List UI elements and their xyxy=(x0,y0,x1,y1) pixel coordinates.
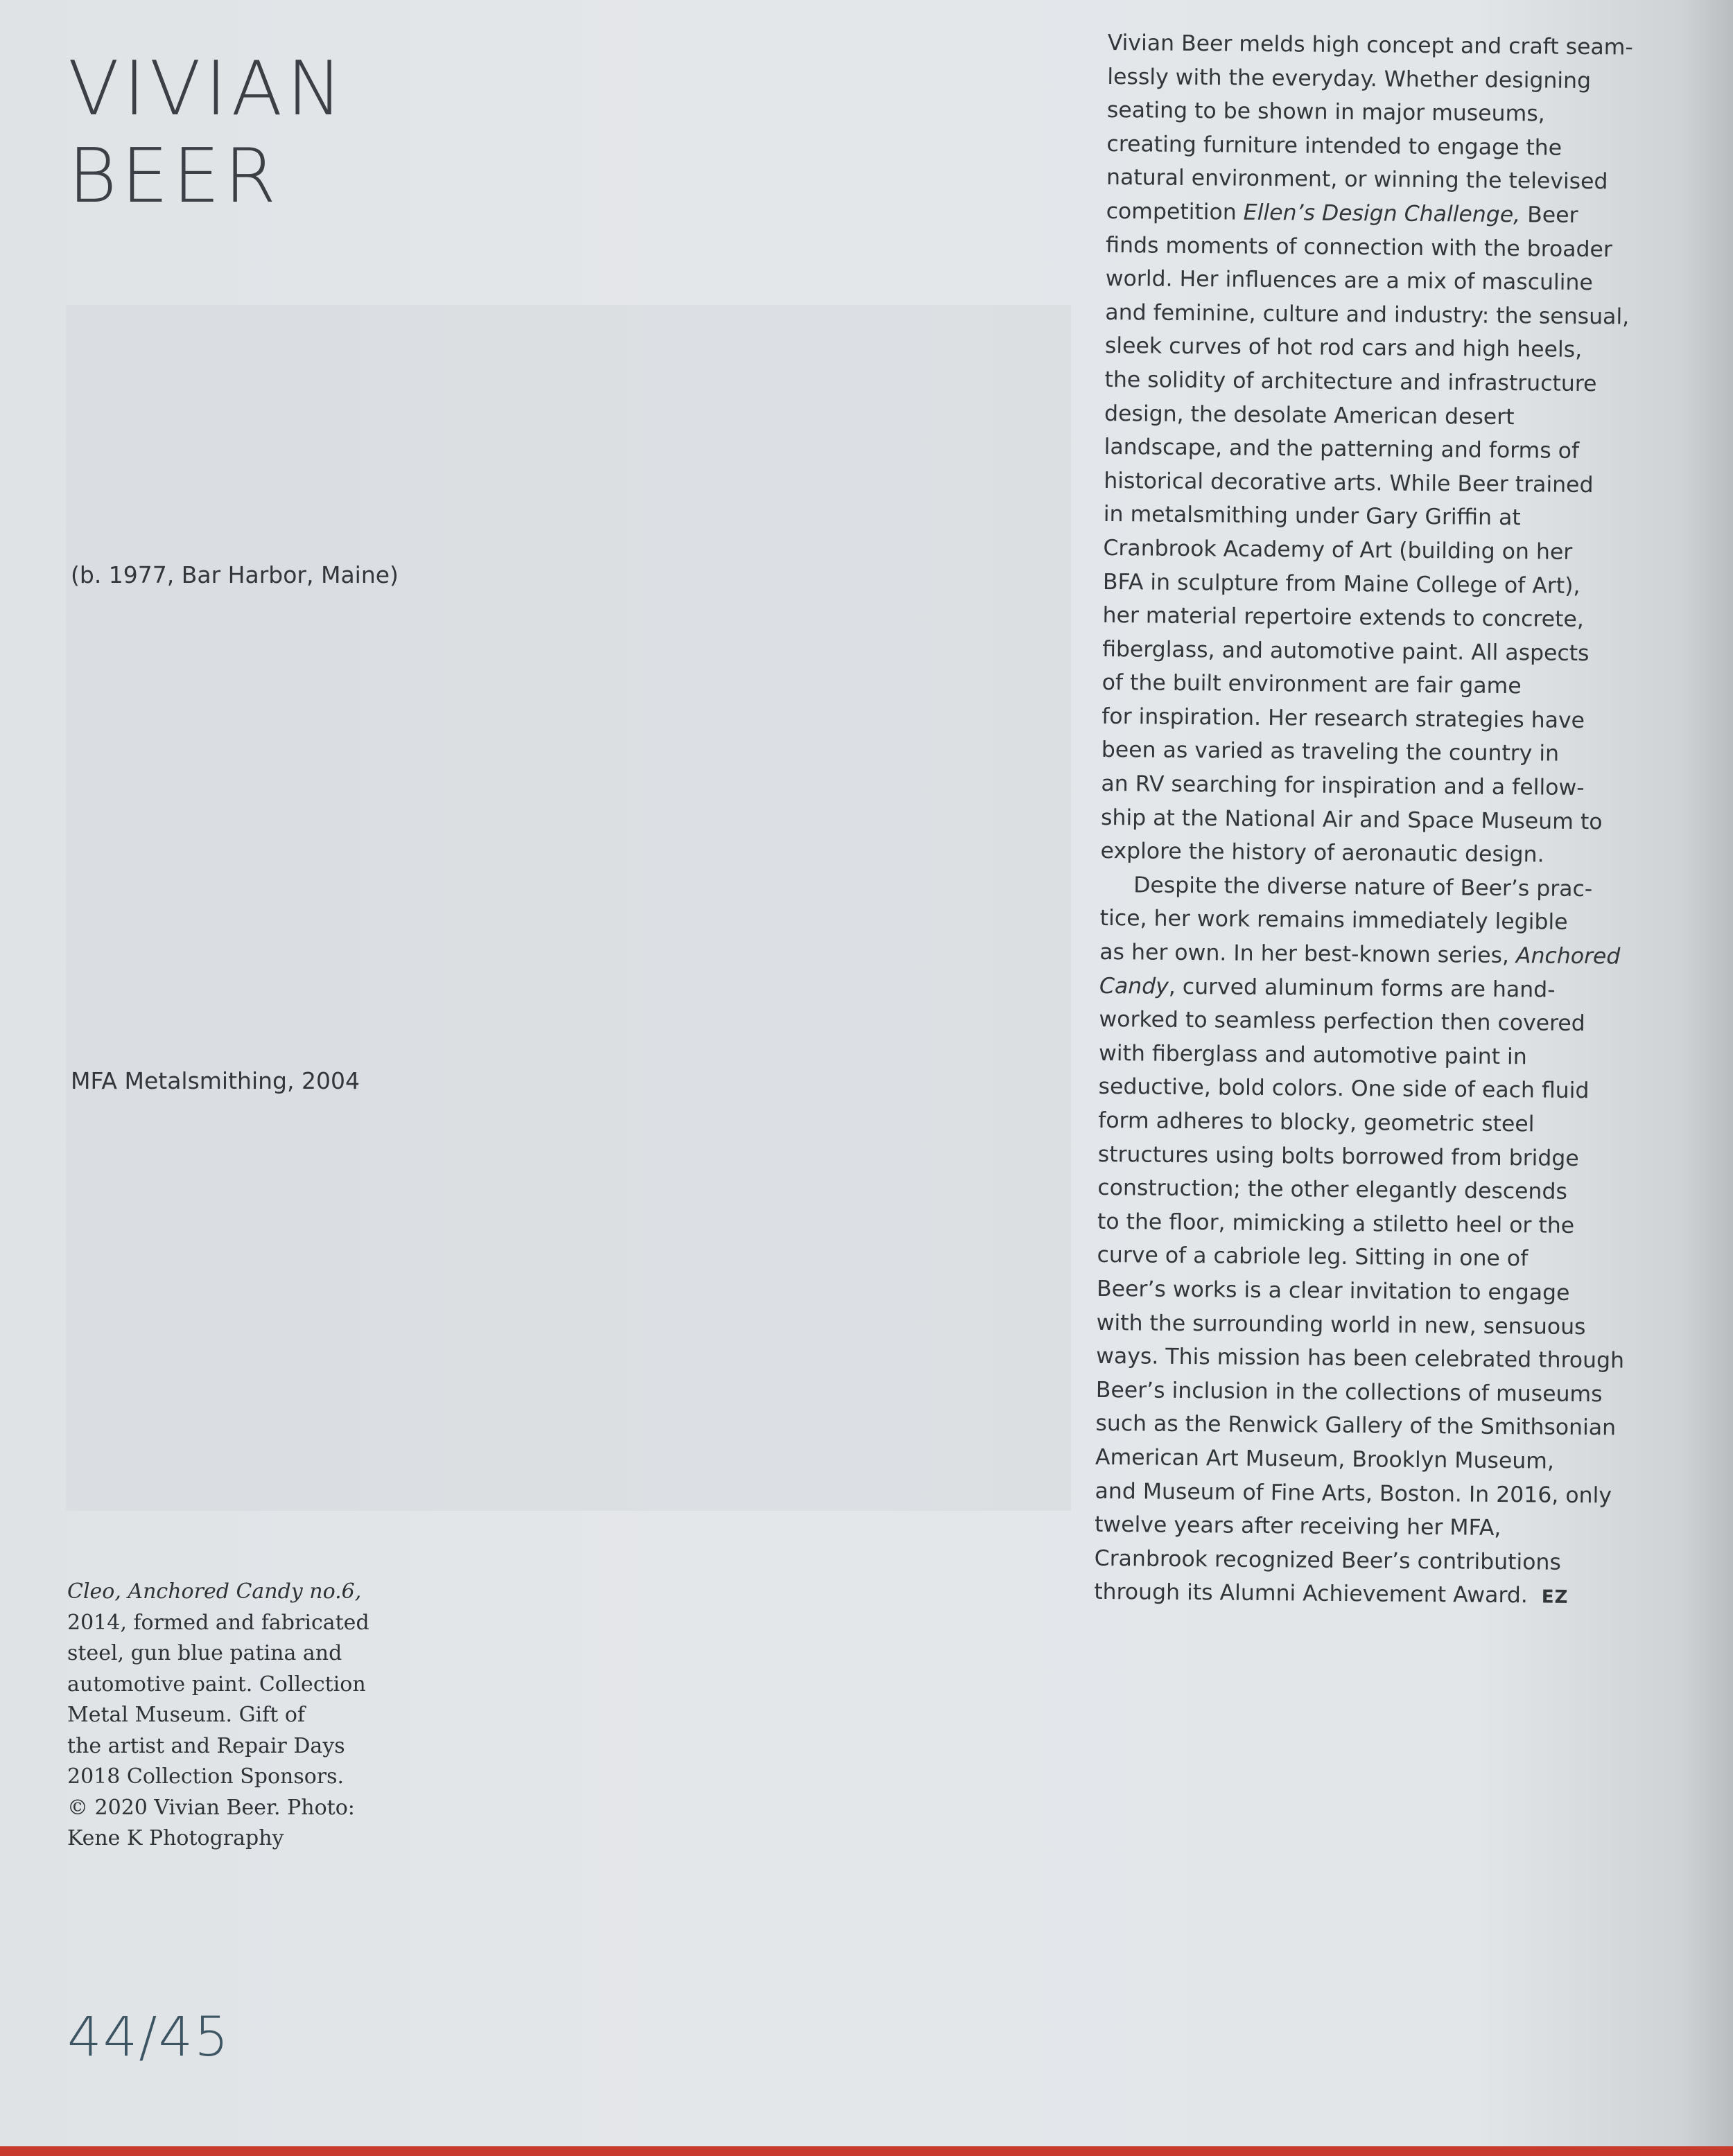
essay-line: structures using bolts borrowed from bridge xyxy=(1097,1141,1579,1171)
essay-line: Beer’s inclusion in the collections of museums xyxy=(1095,1377,1603,1408)
essay-paragraph-1 xyxy=(1100,26,1635,873)
essay-line: Vivian Beer melds high concept and craft seam- xyxy=(1107,30,1633,60)
essay-line: in metalsmithing under Gary Griffin at xyxy=(1103,502,1521,531)
essay-line: tice, her work remains immediately legible xyxy=(1099,906,1568,936)
essay-line: design, the desolate American desert xyxy=(1104,401,1515,430)
essay-line: finds moments of connection with the broader xyxy=(1106,232,1613,262)
essay-line: curve of a cabriole leg. Sitting in one of xyxy=(1097,1243,1529,1272)
artist-name-first: VIVIAN xyxy=(68,46,347,132)
caption-title: Cleo, Anchored Candy no.6, xyxy=(67,1579,362,1604)
page-numbers: 44/45 xyxy=(67,2006,230,2069)
essay-paragraph-2 xyxy=(1094,868,1627,1615)
essay-line: such as the Renwick Gallery of the Smithsonian xyxy=(1095,1411,1617,1441)
essay-line: ways. This mission has been celebrated through xyxy=(1096,1344,1625,1374)
essay-line: competition Ellen’s Design Challenge, Beer xyxy=(1106,198,1578,228)
essay-line: Despite the diverse nature of Beer’s prac- xyxy=(1133,873,1593,902)
essay-line: Cranbrook Academy of Art (building on her xyxy=(1103,535,1573,565)
essay-line: worked to seamless perfection then covered xyxy=(1099,1007,1585,1037)
essay-line: landscape, and the patterning and forms of xyxy=(1104,435,1580,464)
essay-line: American Art Museum, Brooklyn Museum, xyxy=(1095,1444,1555,1474)
essay-line: been as varied as traveling the country in xyxy=(1101,737,1560,767)
essay-line: twelve years after receiving her MFA, xyxy=(1094,1512,1501,1541)
essay-line: seating to be shown in major museums, xyxy=(1106,98,1545,127)
essay-line: as her own. In her best-known series, Anchored xyxy=(1099,939,1621,970)
essay-line: for inspiration. Her research strategies have xyxy=(1101,703,1585,733)
essay-line: through its Alumni Achievement Award. EZ xyxy=(1094,1579,1569,1609)
essay-line: Cranbrook recognized Beer’s contributions xyxy=(1094,1545,1562,1575)
essay-line: to the floor, mimicking a stiletto heel or the xyxy=(1097,1209,1575,1238)
essay-line: and Museum of Fine Arts, Boston. In 2016, only xyxy=(1095,1478,1612,1508)
photo-show-through xyxy=(66,305,1071,1511)
caption-line: © 2020 Vivian Beer. Photo: xyxy=(67,1795,355,1820)
essay-line: Candy, curved aluminum forms are hand- xyxy=(1099,973,1556,1003)
essay-line: ship at the National Air and Space Museum to xyxy=(1100,805,1603,834)
essay-line: fiberglass, and automotive paint. All aspects xyxy=(1102,636,1590,666)
artist-birth: (b. 1977, Bar Harbor, Maine) xyxy=(71,561,399,588)
essay-body xyxy=(1094,26,1635,1615)
caption-line: 2014, formed and fabricated xyxy=(67,1610,369,1635)
caption-line: the artist and Repair Days xyxy=(67,1733,345,1758)
essay-line: construction; the other elegantly descends xyxy=(1097,1175,1568,1205)
page-edge-accent xyxy=(0,2146,1733,2156)
essay-line: her material repertoire extends to concrete, xyxy=(1102,603,1584,633)
essay-line: natural environment, or winning the televised xyxy=(1106,165,1608,195)
essay-line: an RV searching for inspiration and a fellow- xyxy=(1101,771,1585,801)
essay-line: form adheres to blocky, geometric steel xyxy=(1098,1107,1535,1137)
essay-line: the solidity of architecture and infrastructure xyxy=(1104,367,1597,397)
caption-line: Metal Museum. Gift of xyxy=(67,1703,305,1727)
essay-line: Beer’s works is a clear invitation to engage xyxy=(1096,1276,1570,1306)
essay-line: of the built environment are fair game xyxy=(1101,670,1522,699)
caption-line: steel, gun blue patina and xyxy=(67,1641,342,1665)
essay-line: with the surrounding world in new, sensuous xyxy=(1096,1310,1586,1340)
essay-line: historical decorative arts. While Beer trained xyxy=(1104,468,1594,498)
caption-line: Kene K Photography xyxy=(67,1826,284,1850)
essay-line: world. Her influences are a mix of masculine xyxy=(1105,266,1593,296)
essay-line: sleek curves of hot rod cars and high heels, xyxy=(1104,333,1583,363)
essay-line: creating furniture intended to engage the xyxy=(1106,131,1562,161)
caption-line: automotive paint. Collection xyxy=(67,1672,366,1697)
artist-degree: MFA Metalsmithing, 2004 xyxy=(71,1067,360,1094)
essay-line: with fiberglass and automotive paint in xyxy=(1098,1040,1527,1070)
caption-line: 2018 Collection Sponsors. xyxy=(67,1764,345,1789)
essay-line: and feminine, culture and industry: the sensual, xyxy=(1105,299,1630,330)
image-caption xyxy=(67,1577,393,1855)
essay-line: lessly with the everyday. Whether designing xyxy=(1107,64,1592,94)
essay-line: explore the history of aeronautic design. xyxy=(1100,839,1544,868)
artist-name-last: BEER xyxy=(68,133,281,220)
essay-line: BFA in sculpture from Maine College of Art), xyxy=(1102,569,1580,599)
essay-line: seductive, bold colors. One side of each fluid xyxy=(1098,1074,1590,1104)
artist-name xyxy=(68,46,347,220)
author-initials: EZ xyxy=(1541,1586,1569,1609)
